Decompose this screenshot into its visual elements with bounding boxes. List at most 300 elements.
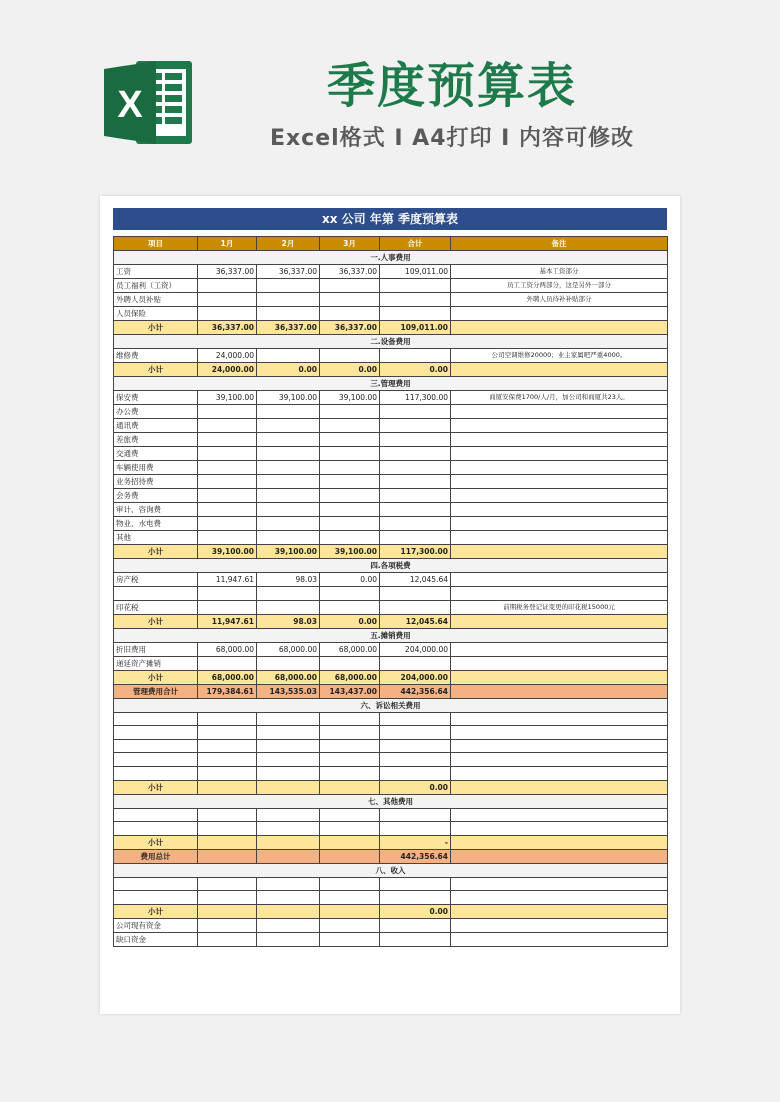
value-cell[interactable]: 36,337.00 [320, 321, 380, 335]
item-cell[interactable]: 印花税 [114, 600, 198, 614]
value-cell[interactable] [380, 587, 451, 601]
value-cell[interactable]: 36,337.00 [198, 321, 257, 335]
note-cell[interactable]: 商厦安保费1700/人/月，加公司和商厦共23人。 [451, 391, 668, 405]
section-row [114, 698, 668, 712]
note-cell[interactable] [451, 656, 668, 670]
section-title: 一.人事费用 [114, 251, 668, 265]
value-cell[interactable] [380, 766, 451, 780]
table-row [114, 279, 668, 293]
note-cell[interactable] [451, 932, 668, 946]
item-cell[interactable]: 缺口资金 [114, 932, 198, 946]
value-cell[interactable] [198, 503, 257, 517]
note-cell[interactable] [451, 307, 668, 321]
note-cell[interactable] [451, 461, 668, 475]
value-cell[interactable] [257, 918, 320, 932]
note-cell[interactable] [451, 726, 668, 740]
value-cell[interactable] [380, 461, 451, 475]
value-cell[interactable]: 24,000.00 [198, 349, 257, 363]
value-cell[interactable] [198, 461, 257, 475]
item-cell[interactable]: 小计 [114, 363, 198, 377]
value-cell[interactable] [198, 822, 257, 836]
value-cell[interactable] [380, 475, 451, 489]
item-cell[interactable] [114, 891, 198, 905]
table-row [114, 447, 668, 461]
value-cell[interactable] [380, 753, 451, 767]
value-cell[interactable]: 109,011.00 [380, 265, 451, 279]
value-cell[interactable] [257, 753, 320, 767]
value-cell[interactable]: 204,000.00 [380, 642, 451, 656]
item-cell[interactable]: 费用总计 [114, 849, 198, 863]
value-cell[interactable] [380, 349, 451, 363]
value-cell[interactable] [257, 279, 320, 293]
value-cell[interactable] [198, 891, 257, 905]
table-row [114, 265, 668, 279]
value-cell[interactable] [320, 419, 380, 433]
value-cell[interactable] [198, 656, 257, 670]
note-cell[interactable] [451, 739, 668, 753]
item-cell[interactable]: 差旅费 [114, 433, 198, 447]
value-cell[interactable] [380, 600, 451, 614]
value-cell[interactable]: 39,100.00 [198, 545, 257, 559]
note-cell[interactable] [451, 489, 668, 503]
value-cell[interactable] [257, 517, 320, 531]
value-cell[interactable] [320, 877, 380, 891]
note-cell[interactable] [451, 684, 668, 698]
value-cell[interactable] [257, 461, 320, 475]
table-row [114, 822, 668, 836]
value-cell[interactable] [320, 433, 380, 447]
value-cell[interactable] [257, 766, 320, 780]
value-cell[interactable]: 143,437.00 [320, 684, 380, 698]
section-title: 四.各项税费 [114, 559, 668, 573]
note-cell[interactable] [451, 822, 668, 836]
value-cell[interactable] [380, 739, 451, 753]
table-row [114, 349, 668, 363]
item-cell[interactable] [114, 739, 198, 753]
value-cell[interactable] [198, 517, 257, 531]
note-cell[interactable] [451, 475, 668, 489]
value-cell[interactable] [198, 808, 257, 822]
subtotal-row [114, 321, 668, 335]
value-cell[interactable] [380, 517, 451, 531]
section-row [114, 335, 668, 349]
value-cell[interactable] [320, 656, 380, 670]
item-cell[interactable]: 员工福利（工资） [114, 279, 198, 293]
value-cell[interactable] [320, 822, 380, 836]
value-cell[interactable]: 0.00 [380, 363, 451, 377]
value-cell[interactable] [257, 293, 320, 307]
value-cell[interactable]: 36,337.00 [257, 265, 320, 279]
item-cell[interactable]: 小计 [114, 904, 198, 918]
item-cell[interactable]: 递延资产摊销 [114, 656, 198, 670]
section-row [114, 863, 668, 877]
value-cell[interactable]: 68,000.00 [320, 642, 380, 656]
table-row [114, 932, 668, 946]
item-cell[interactable]: 人员保险 [114, 307, 198, 321]
item-cell[interactable]: 折旧费用 [114, 642, 198, 656]
value-cell[interactable]: 68,000.00 [198, 670, 257, 684]
value-cell[interactable] [257, 656, 320, 670]
value-cell[interactable] [198, 780, 257, 794]
value-cell[interactable] [320, 904, 380, 918]
value-cell[interactable]: 0.00 [380, 904, 451, 918]
note-cell[interactable] [451, 614, 668, 628]
value-cell[interactable] [198, 405, 257, 419]
value-cell[interactable] [380, 503, 451, 517]
value-cell[interactable] [257, 419, 320, 433]
value-cell[interactable] [320, 307, 380, 321]
value-cell[interactable] [257, 726, 320, 740]
item-cell[interactable]: 小计 [114, 545, 198, 559]
value-cell[interactable] [320, 891, 380, 905]
value-cell[interactable] [198, 433, 257, 447]
value-cell[interactable] [198, 279, 257, 293]
item-cell[interactable] [114, 766, 198, 780]
value-cell[interactable]: 36,337.00 [320, 265, 380, 279]
item-cell[interactable]: 车辆使用费 [114, 461, 198, 475]
table-row [114, 391, 668, 405]
item-cell[interactable]: 会务费 [114, 489, 198, 503]
value-cell[interactable] [320, 517, 380, 531]
value-cell[interactable] [198, 766, 257, 780]
note-cell[interactable] [451, 433, 668, 447]
item-cell[interactable]: 管理费用合计 [114, 684, 198, 698]
value-cell[interactable]: 24,000.00 [198, 363, 257, 377]
item-cell[interactable]: 小计 [114, 321, 198, 335]
note-cell[interactable] [451, 918, 668, 932]
value-cell[interactable] [380, 531, 451, 545]
value-cell[interactable] [320, 780, 380, 794]
note-cell[interactable] [451, 670, 668, 684]
column-header: 1月 [198, 237, 257, 251]
table-row [114, 489, 668, 503]
value-cell[interactable] [320, 739, 380, 753]
value-cell[interactable] [320, 918, 380, 932]
value-cell[interactable]: 0.00 [320, 614, 380, 628]
item-cell[interactable]: 小计 [114, 835, 198, 849]
section-title: 五.摊销费用 [114, 628, 668, 642]
value-cell[interactable] [198, 293, 257, 307]
value-cell[interactable]: 39,100.00 [257, 545, 320, 559]
value-cell[interactable] [198, 753, 257, 767]
value-cell[interactable] [320, 587, 380, 601]
value-cell[interactable] [257, 780, 320, 794]
value-cell[interactable] [320, 349, 380, 363]
column-header: 项目 [114, 237, 198, 251]
note-cell[interactable] [451, 891, 668, 905]
item-cell[interactable] [114, 877, 198, 891]
value-cell[interactable]: 0.00 [257, 363, 320, 377]
table-row [114, 877, 668, 891]
value-cell[interactable] [198, 307, 257, 321]
value-cell[interactable] [198, 932, 257, 946]
value-cell[interactable] [257, 475, 320, 489]
table-row [114, 475, 668, 489]
note-cell[interactable]: 前期税务登记证变更的印花税15000元 [451, 600, 668, 614]
logo-letter: X [117, 84, 143, 126]
value-cell[interactable] [257, 433, 320, 447]
value-cell[interactable] [320, 726, 380, 740]
value-cell[interactable] [380, 808, 451, 822]
value-cell[interactable] [257, 877, 320, 891]
value-cell[interactable] [198, 849, 257, 863]
value-cell[interactable]: 68,000.00 [320, 670, 380, 684]
value-cell[interactable] [320, 600, 380, 614]
note-cell[interactable] [451, 531, 668, 545]
section-row [114, 377, 668, 391]
section-title: 六、诉讼相关费用 [114, 698, 668, 712]
subtotal-row [114, 904, 668, 918]
value-cell[interactable] [257, 822, 320, 836]
item-cell[interactable]: 交通费 [114, 447, 198, 461]
subtotal-row [114, 670, 668, 684]
subtotal-row [114, 614, 668, 628]
budget-table [113, 236, 668, 947]
value-cell[interactable] [257, 600, 320, 614]
item-cell[interactable]: 通讯费 [114, 419, 198, 433]
item-cell[interactable] [114, 712, 198, 726]
value-cell[interactable] [198, 739, 257, 753]
value-cell[interactable]: 12,045.64 [380, 573, 451, 587]
value-cell[interactable]: 0.00 [380, 780, 451, 794]
value-cell[interactable] [380, 279, 451, 293]
item-cell[interactable] [114, 587, 198, 601]
value-cell[interactable] [320, 405, 380, 419]
note-cell[interactable] [451, 642, 668, 656]
note-cell[interactable]: 基本工资部分 [451, 265, 668, 279]
note-cell[interactable] [451, 419, 668, 433]
value-cell[interactable]: 0.00 [320, 363, 380, 377]
value-cell[interactable] [257, 447, 320, 461]
note-cell[interactable] [451, 517, 668, 531]
note-cell[interactable] [451, 503, 668, 517]
note-cell[interactable] [451, 587, 668, 601]
value-cell[interactable]: 39,100.00 [320, 391, 380, 405]
value-cell[interactable]: 68,000.00 [198, 642, 257, 656]
value-cell[interactable]: 39,100.00 [257, 391, 320, 405]
value-cell[interactable]: 179,384.61 [198, 684, 257, 698]
value-cell[interactable] [380, 822, 451, 836]
note-cell[interactable]: 员工工资分两部分，这是另外一部分 [451, 279, 668, 293]
value-cell[interactable] [380, 489, 451, 503]
note-cell[interactable] [451, 447, 668, 461]
table-row [114, 918, 668, 932]
table-row [114, 531, 668, 545]
value-cell[interactable] [257, 891, 320, 905]
table-row [114, 573, 668, 587]
value-cell[interactable] [320, 835, 380, 849]
value-cell[interactable] [320, 503, 380, 517]
section-row [114, 794, 668, 808]
value-cell[interactable] [320, 808, 380, 822]
item-cell[interactable]: 小计 [114, 780, 198, 794]
value-cell[interactable]: 12,045.64 [380, 614, 451, 628]
value-cell[interactable] [257, 349, 320, 363]
table-row [114, 600, 668, 614]
note-cell[interactable] [451, 877, 668, 891]
value-cell[interactable] [198, 447, 257, 461]
table-row [114, 419, 668, 433]
value-cell[interactable] [198, 600, 257, 614]
value-cell[interactable] [257, 503, 320, 517]
note-cell[interactable] [451, 849, 668, 863]
value-cell[interactable]: 442,356.64 [380, 684, 451, 698]
section-row [114, 559, 668, 573]
column-header: 备注 [451, 237, 668, 251]
note-cell[interactable] [451, 835, 668, 849]
value-cell[interactable]: 109,011.00 [380, 321, 451, 335]
table-row [114, 753, 668, 767]
note-cell[interactable] [451, 405, 668, 419]
column-header: 2月 [257, 237, 320, 251]
item-cell[interactable]: 公司现有资金 [114, 918, 198, 932]
value-cell[interactable] [380, 712, 451, 726]
table-row [114, 766, 668, 780]
value-cell[interactable] [257, 808, 320, 822]
table-row [114, 293, 668, 307]
item-cell[interactable]: 业务招待费 [114, 475, 198, 489]
note-cell[interactable]: 公司空调维修20000；业主家属吧严重4000。 [451, 349, 668, 363]
note-cell[interactable] [451, 321, 668, 335]
item-cell[interactable]: 工资 [114, 265, 198, 279]
value-cell[interactable] [257, 932, 320, 946]
item-cell[interactable]: 外聘人员补贴 [114, 293, 198, 307]
value-cell[interactable] [320, 753, 380, 767]
value-cell[interactable] [257, 587, 320, 601]
item-cell[interactable]: 审计、咨询费 [114, 503, 198, 517]
value-cell[interactable] [380, 877, 451, 891]
table-row [114, 808, 668, 822]
value-cell[interactable] [380, 433, 451, 447]
value-cell[interactable] [198, 475, 257, 489]
value-cell[interactable] [257, 739, 320, 753]
item-cell[interactable]: 维修费 [114, 349, 198, 363]
value-cell[interactable] [320, 489, 380, 503]
item-cell[interactable] [114, 822, 198, 836]
value-cell[interactable]: - [380, 835, 451, 849]
value-cell[interactable] [380, 405, 451, 419]
value-cell[interactable] [320, 849, 380, 863]
value-cell[interactable] [198, 712, 257, 726]
value-cell[interactable] [257, 531, 320, 545]
section-row [114, 628, 668, 642]
value-cell[interactable] [320, 293, 380, 307]
value-cell[interactable]: 117,300.00 [380, 391, 451, 405]
value-cell[interactable]: 36,337.00 [257, 321, 320, 335]
note-cell[interactable] [451, 573, 668, 587]
value-cell[interactable] [198, 587, 257, 601]
sheet-title: xx 公司 年第 季度预算表 [113, 208, 667, 230]
value-cell[interactable] [257, 849, 320, 863]
value-cell[interactable] [320, 531, 380, 545]
note-cell[interactable] [451, 780, 668, 794]
note-cell[interactable] [451, 766, 668, 780]
value-cell[interactable] [320, 475, 380, 489]
value-cell[interactable] [320, 447, 380, 461]
item-cell[interactable] [114, 808, 198, 822]
value-cell[interactable] [380, 891, 451, 905]
item-cell[interactable]: 小计 [114, 670, 198, 684]
value-cell[interactable] [198, 419, 257, 433]
value-cell[interactable]: 204,000.00 [380, 670, 451, 684]
value-cell[interactable]: 98.03 [257, 614, 320, 628]
value-cell[interactable]: 68,000.00 [257, 670, 320, 684]
value-cell[interactable] [198, 918, 257, 932]
note-cell[interactable] [451, 753, 668, 767]
value-cell[interactable] [257, 835, 320, 849]
value-cell[interactable] [198, 531, 257, 545]
value-cell[interactable] [320, 279, 380, 293]
value-cell[interactable]: 36,337.00 [198, 265, 257, 279]
value-cell[interactable]: 39,100.00 [198, 391, 257, 405]
value-cell[interactable]: 68,000.00 [257, 642, 320, 656]
value-cell[interactable]: 117,300.00 [380, 545, 451, 559]
value-cell[interactable] [257, 904, 320, 918]
item-cell[interactable]: 物业、水电费 [114, 517, 198, 531]
value-cell[interactable]: 143,535.03 [257, 684, 320, 698]
value-cell[interactable] [380, 656, 451, 670]
page-subtitle: Excel格式 I A4打印 I 内容可修改 [269, 126, 635, 151]
value-cell[interactable] [380, 293, 451, 307]
column-header: 合计 [380, 237, 451, 251]
value-cell[interactable] [380, 419, 451, 433]
note-cell[interactable] [451, 808, 668, 822]
value-cell[interactable]: 39,100.00 [320, 545, 380, 559]
value-cell[interactable]: 11,947.61 [198, 614, 257, 628]
note-cell[interactable] [451, 545, 668, 559]
value-cell[interactable] [320, 766, 380, 780]
note-cell[interactable] [451, 904, 668, 918]
value-cell[interactable]: 0.00 [320, 573, 380, 587]
value-cell[interactable] [380, 918, 451, 932]
value-cell[interactable] [198, 726, 257, 740]
value-cell[interactable] [257, 405, 320, 419]
note-cell[interactable] [451, 712, 668, 726]
value-cell[interactable] [380, 447, 451, 461]
item-cell[interactable] [114, 753, 198, 767]
table-row [114, 461, 668, 475]
value-cell[interactable] [198, 877, 257, 891]
value-cell[interactable] [380, 726, 451, 740]
item-cell[interactable]: 保安费 [114, 391, 198, 405]
value-cell[interactable] [198, 835, 257, 849]
value-cell[interactable] [257, 712, 320, 726]
value-cell[interactable] [198, 489, 257, 503]
value-cell[interactable]: 11,947.61 [198, 573, 257, 587]
value-cell[interactable]: 442,356.64 [380, 849, 451, 863]
section-title: 八、收入 [114, 863, 668, 877]
table-row [114, 433, 668, 447]
value-cell[interactable] [380, 307, 451, 321]
value-cell[interactable] [198, 904, 257, 918]
note-cell[interactable] [451, 363, 668, 377]
table-row [114, 712, 668, 726]
item-cell[interactable] [114, 726, 198, 740]
value-cell[interactable] [257, 307, 320, 321]
value-cell[interactable] [320, 932, 380, 946]
note-cell[interactable]: 外聘人员待补补贴部分 [451, 293, 668, 307]
value-cell[interactable] [257, 489, 320, 503]
value-cell[interactable] [380, 932, 451, 946]
item-cell[interactable]: 小计 [114, 614, 198, 628]
value-cell[interactable] [320, 712, 380, 726]
item-cell[interactable]: 房产税 [114, 573, 198, 587]
item-cell[interactable]: 其他 [114, 531, 198, 545]
value-cell[interactable] [320, 461, 380, 475]
value-cell[interactable]: 98.03 [257, 573, 320, 587]
section-title: 七、其他费用 [114, 794, 668, 808]
item-cell[interactable]: 办公费 [114, 405, 198, 419]
